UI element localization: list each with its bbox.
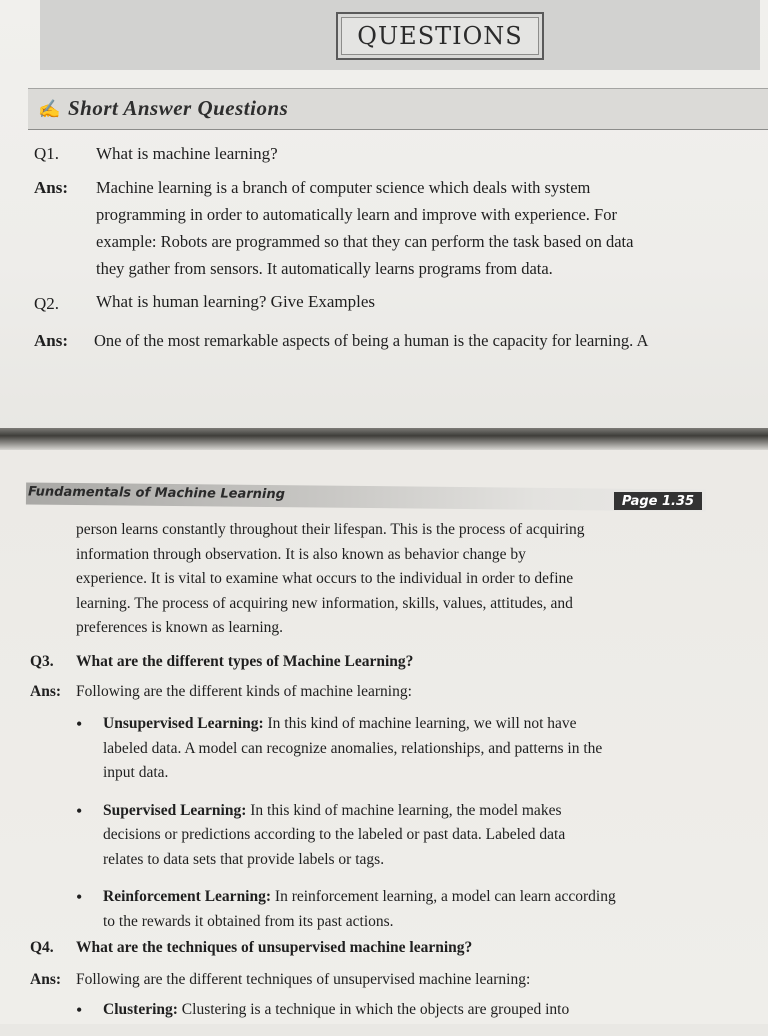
continuation-line: person learns constantly throughout their lifespan. This is the process of acquiring <box>76 521 585 538</box>
pencil-writing-icon: ✍ <box>38 99 61 119</box>
q3-bullet-list <box>76 712 710 947</box>
top-page <box>0 0 768 436</box>
questions-heading-box <box>336 12 544 60</box>
continuation-line: information through observation. It is also known as behavior change by <box>76 545 526 563</box>
bullet-dot: • <box>76 714 83 734</box>
list-item <box>76 998 710 1023</box>
bullet-dot: • <box>76 800 83 821</box>
q4-bullet-list <box>76 998 710 1036</box>
q3-ans-label: Ans: <box>30 683 62 700</box>
bullet-text: labeled data. A model can recognize anomalies, relationships, and patterns in the <box>103 739 603 757</box>
q4-question: What are the techniques of unsupervised machine learning? <box>76 939 473 956</box>
bullet-text: input data. <box>103 764 169 781</box>
bottom-page <box>0 450 768 1024</box>
bullet-term: Unsupervised Learning: <box>103 715 264 732</box>
q2-question: What is human learning? Give Examples <box>96 292 375 311</box>
list-item <box>76 712 710 786</box>
bullet-text: In reinforcement learning, a model can learn according <box>274 888 616 905</box>
bullet-term: Supervised Learning: <box>103 801 247 819</box>
q4-intro: Following are the different techniques of unsupervised machine learning: <box>76 971 531 988</box>
q2-ans-label: Ans: <box>34 331 69 350</box>
q1-answer <box>96 174 768 282</box>
q1-number: Q1. <box>34 144 60 163</box>
q3-number: Q3. <box>30 653 54 670</box>
q1-answer-line: they gather from sensors. It automatically learns programs from data. <box>96 259 553 278</box>
continuation-line: experience. It is vital to examine what occurs to the individual in order to define <box>76 570 574 587</box>
bullet-term: Clustering: <box>103 1001 178 1018</box>
bullet-dot: • <box>76 887 83 907</box>
q1-question: What is machine learning? <box>96 144 278 163</box>
q3-question: What are the different types of Machine Learning? <box>76 653 414 670</box>
bullet-text: to the rewards it obtained from its past actions. <box>103 912 394 930</box>
q1-answer-line: programming in order to automatically learn and improve with experience. For <box>96 205 617 224</box>
bullet-text: relates to data sets that provide labels or tags. <box>103 850 385 868</box>
page-fold-shadow <box>0 428 768 450</box>
running-title: Fundamentals of Machine Learning <box>27 484 286 503</box>
q1-ans-label: Ans: <box>34 178 69 197</box>
bullet-text: decisions or predictions according to the labeled or past data. Labeled data <box>103 826 566 843</box>
bullet-dot: • <box>76 1000 83 1020</box>
section-title: Short Answer Questions <box>68 96 289 120</box>
bullet-text: In this kind of machine learning, the model makes <box>250 801 562 819</box>
page-number-badge: Page 1.35 <box>614 492 702 510</box>
list-item <box>76 799 710 873</box>
bullet-text: Clustering is a technique in which the objects are grouped into <box>181 1001 570 1018</box>
q4-ans-label: Ans: <box>30 971 62 988</box>
q1-answer-line: example: Robots are programmed so that they can perform the task based on data <box>96 232 634 251</box>
bullet-term: Reinforcement Learning: <box>103 888 272 905</box>
q4-number: Q4. <box>30 939 54 956</box>
section-banner <box>28 88 768 130</box>
continuation-line: preferences is known as learning. <box>76 619 284 636</box>
list-item <box>76 885 710 934</box>
questions-heading: QUESTIONS <box>357 22 523 50</box>
q3-intro: Following are the different kinds of machine learning: <box>76 683 412 700</box>
continuation-paragraph <box>76 518 708 641</box>
q1-answer-line: Machine learning is a branch of computer science which deals with system <box>96 178 591 197</box>
continuation-line: learning. The process of acquiring new information, skills, values, attitudes, and <box>76 594 573 612</box>
q2-answer: One of the most remarkable aspects of being a human is the capacity for learning. A <box>94 331 649 350</box>
questions-banner <box>40 0 760 70</box>
bullet-text: In this kind of machine learning, we will not have <box>267 715 577 732</box>
q2-number: Q2. <box>34 294 60 313</box>
running-header-band <box>26 482 706 511</box>
